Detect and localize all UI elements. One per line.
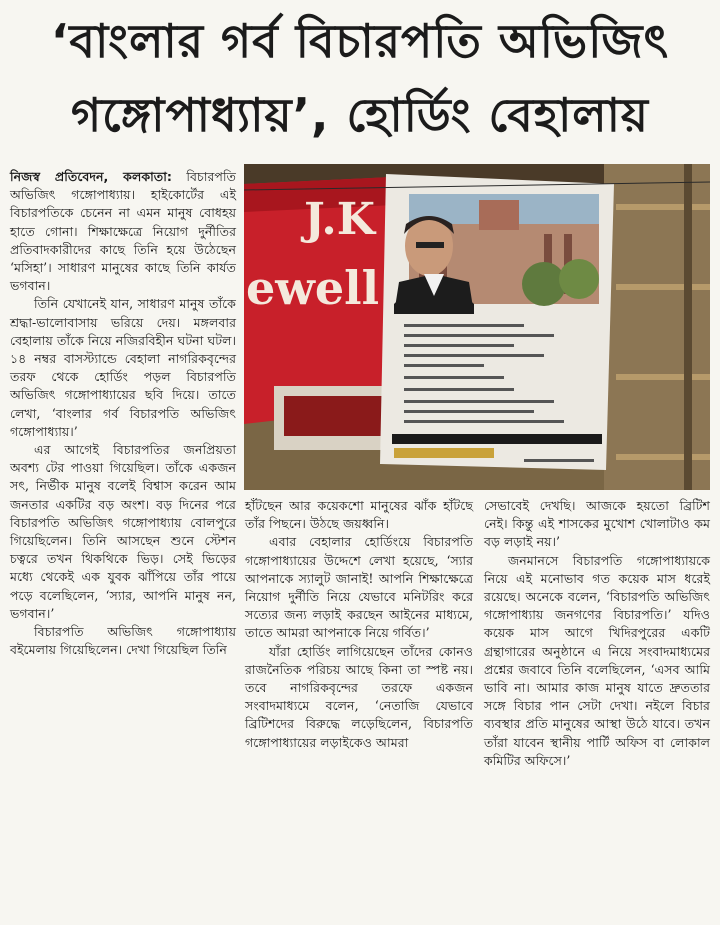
paragraph-6: এবার বেহালার হোর্ডিংয়ে বিচারপতি গঙ্গোপাধ্যায়ের উদ্দেশে লেখা হয়েছে, ‘স্যার আপনাকে স্যালুট জানাই! আপনি শিক্ষাক্ষেত্রে নিয়োগ দুর্নীতি নিয়ে যেভাবে মনিটরিং করে সত্যের জন্য লড়াই করছেন আইনের মাধ্যমে, তাতে আমরা আপনাকে নিয়ে গর্বিত।’ — [245, 534, 473, 641]
paragraph-7: যাঁরা হোর্ডিং লাগিয়েছেন তাঁদের কোনও রাজনৈতিক পরিচয় আছে কিনা তা স্পষ্ট নয়। তবে নাগরিকবৃন্দের তরফে একজন সংবাদমাধ্যমে বলেন, ‘নেতাজি যেভাবে ব্রিটিশদের বিরুদ্ধে লড়েছিলেন, বিচারপতি গঙ্গোপাধ্যায়ের লড়াইকেও আমরা — [245, 643, 473, 750]
article-column-2 — [245, 497, 473, 752]
shop-sign-main-text: ewell — [246, 261, 380, 315]
headline-line-2: গঙ্গোপাধ্যায়’, হোর্ডিং বেহালায় — [70, 88, 650, 142]
paragraph-5: হাঁটছেন আর কয়েকশো মানুষের ঝাঁক হাঁটছে তাঁর পিছনে। উঠছে জয়ধ্বনি। — [245, 498, 473, 532]
paragraph-2: তিনি যেখানেই যান, সাধারণ মানুষ তাঁকে শ্রদ্ধা-ভালোবাসায় ভরিয়ে দেয়। মঙ্গলবার বেহালায় তাঁকে নিয়ে নজিরবিহীন ঘটনা ঘটল। ১৪ নম্বর বাসস্ট্যান্ডে বেহালা নাগরিকবৃন্দের তরফ থেকে হোর্ডিং পড়ল বিচারপতি অভিজিৎ গঙ্গোপাধ্যায়ের ছবি দিয়ে। তাতে লেখা, ‘বাংলার গর্ব বিচারপতি অভিজিৎ গঙ্গোপাধ্যায়।’ — [10, 296, 236, 439]
paragraph-9: জনমানসে বিচারপতি গঙ্গোপাধ্যায়কে নিয়ে এই মনোভাব গত কয়েক মাস ধরেই রয়েছে। অনেকে বলেন, ‘বিচারপতি অভিজিৎ গঙ্গোপাধ্যায় জনগণের বিচারপতি।’ যদিও কয়েক মাস আগে খিদিরপুরের একটি গ্রন্থাগারের অনুষ্ঠানে এ নিয়ে সংবাদমাধ্যমের প্রশ্নের জবাবে তিনি বলেছিলেন, ‘এসব আমি ভাবি না। আমার কাজ মানুষ যাতে দ্রুততার সঙ্গে বিচার পান সেটা দেখা। নইলে বিচার ব্যবস্থার প্রতি মানুষের আস্থা উঠে যাবে। তখন তাঁরা যাবেন স্থানীয় পার্টি অফিস বা লোকাল কমিটির অফিসে।’ — [484, 552, 710, 768]
headline — [0, 0, 720, 155]
paragraph-4: বিচারপতি অভিজিৎ গঙ্গোপাধ্যায় বইমেলায় গিয়েছিলেন। দেখা গিয়েছিল তিনি — [10, 624, 236, 658]
hoarding-photo — [244, 164, 710, 490]
paragraph-1-text: বিচারপতি অভিজিৎ গঙ্গোপাধ্যায়। হাইকোর্টের এই বিচারপতিকে চেনেন না এমন মানুষ বোধহয় হাতে গোনা। শিক্ষাক্ষেত্রে নিয়োগ দুর্নীতির প্রতিবাদকারীদের কাছে তিনি হয়ে উঠেছেন ‘মসিহা’। সাধারণ মানুষের কাছে তিনি কার্যত ভগবান। — [10, 169, 236, 294]
paragraph-8: সেভাবেই দেখছি। আজকে হয়তো ব্রিটিশ নেই। কিন্তু এই শাসকের মুখোশ খোলাটাও কম বড় লড়াই নয়।’ — [484, 498, 710, 550]
article-column-1 — [10, 168, 236, 659]
shop-sign-top-text: J.K — [304, 194, 375, 245]
dateline: নিজস্ব প্রতিবেদন, কলকাতা: — [10, 169, 172, 184]
article-column-3 — [484, 497, 710, 770]
paragraph-3: এর আগেই বিচারপতির জনপ্রিয়তা অবশ্য টের পাওয়া গিয়েছিল। তাঁকে একজন সৎ, নির্ভীক মানুষ বলেই বিশ্বাস করেন আম জনতার একটির বড় অংশ। বড় দিনের পরে বিচারপতি অভিজিৎ গঙ্গোপাধ্যায় বোলপুরে গিয়েছিলেন। তিনি আসছেন শুনে স্টেশন চত্বরে তখন থিকথিকে ভিড়। সেই ভিড়ের মধ্যে থেকেই এক যুবক ঝাঁপিয়ে তাঁর পায়ে পড়ে বলেছিলেন, ‘স্যার, আপনি মানুষ নন, ভগবান।’ — [10, 442, 236, 621]
headline-line-1: ‘বাংলার গর্ব বিচারপতি অভিজিৎ — [50, 14, 670, 68]
